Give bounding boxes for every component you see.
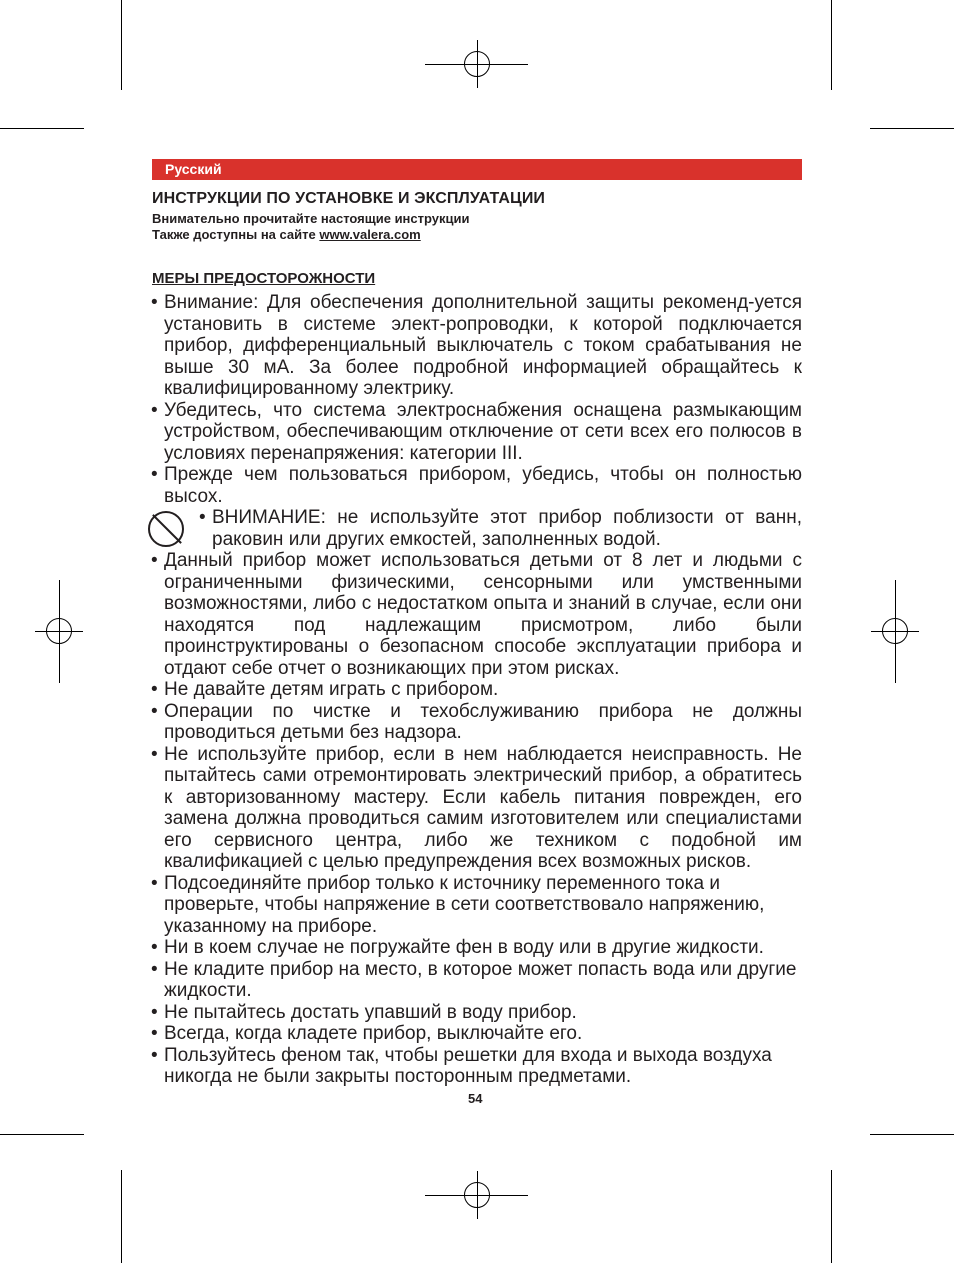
crop-mark — [831, 0, 832, 90]
list-item: • Пользуйтесь феном так, чтобы решетки для входа и выхода воздуха никогда не были закрыты посторонным предметами. — [150, 1045, 802, 1088]
registration-circle — [46, 618, 72, 644]
crop-mark — [121, 1170, 122, 1263]
website-link[interactable]: www.valera.com — [319, 227, 421, 242]
crop-mark — [870, 1134, 954, 1135]
crop-mark — [0, 1134, 84, 1135]
list-item: • Не давайте детям играть с прибором. — [150, 679, 802, 701]
list-item: • Внимание: Для обеспечения дополнительной защиты рекоменд-уется установить в системе элект-ропроводки, к которой подключается прибор, дифференциальный выключатель с током срабатывания не выше 30 мА. За более подробной информацией обращайтесь к квалифицированному электрику. — [150, 292, 802, 400]
registration-circle — [464, 1182, 490, 1208]
list-item: • Данный прибор может использоваться детьми от 8 лет и людьми с ограниченными физическими, сенсорными или умственными возможностями, либо с недостатком опыта и знаний в случае, если они находятся под надлежащим присмотром, либо были проинструктированы о безопасном способе эксплуатации прибора и отдают себе отчет о возникающих при этом рисках. — [150, 550, 802, 679]
crop-mark — [831, 1170, 832, 1263]
list-item: • Не используйте прибор, если в нем наблюдается неисправность. Не пытайтесь сами отремонтировать электрический прибор, а обратитесь к авторизованному мастеру. Если кабель питания поврежден, его замена должна проводиться самим изготовителем или специалистами его сервисного центра, либо же техником с подобной им квалификацией с целью предупреждения всех возможных рисков. — [150, 744, 802, 873]
website-note — [152, 227, 421, 242]
list-item: • Ни в коем случае не погружайте фен в воду или в другие жидкости. — [150, 937, 802, 959]
language-bar — [152, 159, 802, 180]
list-item: • Убедитесь, что система электроснабжения оснащена размыкающим устройством, обеспечивающим отключение от сети всех его полюсов в условиях перенапряжения: категории III. — [150, 400, 802, 465]
list-item: • Не пытайтесь достать упавший в воду прибор. — [150, 1002, 802, 1024]
precautions-list — [150, 292, 802, 1088]
crop-mark — [121, 0, 122, 90]
list-item: • Операции по чистке и техобслуживанию прибора не должны проводиться детьми без надзора. — [150, 701, 802, 744]
warning-item — [198, 507, 802, 550]
document-title: ИНСТРУКЦИИ ПО УСТАНОВКЕ И ЭКСПЛУАТАЦИИ — [152, 190, 546, 207]
list-item: • Подсоединяйте прибор только к источнику переменного тока и проверьте, чтобы напряжение в сети соответствовало напряжению, указанному на приборе. — [150, 873, 802, 938]
list-item: • Прежде чем пользоваться прибором, убедись, чтобы он полностью высох. — [150, 464, 802, 507]
crop-mark — [0, 128, 84, 129]
page-number: 54 — [468, 1091, 483, 1106]
list-item: • Не кладите прибор на место, в которое может попасть вода или другие жидкости. — [150, 959, 802, 1002]
registration-circle — [882, 618, 908, 644]
list-item: • Всегда, когда кладете прибор, выключайте его. — [150, 1023, 802, 1045]
no-bath-icon — [148, 511, 184, 547]
registration-circle — [464, 51, 490, 77]
warning-text: ВНИМАНИЕ: не используйте этот прибор поблизости от ванн, раковин или других емкостей, заполненных водой. — [212, 507, 802, 550]
crop-mark — [870, 128, 954, 129]
section-title: МЕРЫ ПРЕДОСТОРОЖНОСТИ — [152, 270, 376, 287]
website-prefix: Также доступны на сайте — [152, 227, 320, 242]
instruction-note: Внимательно прочитайте настоящие инструкции — [152, 211, 470, 226]
language-label: Русский — [165, 161, 222, 177]
